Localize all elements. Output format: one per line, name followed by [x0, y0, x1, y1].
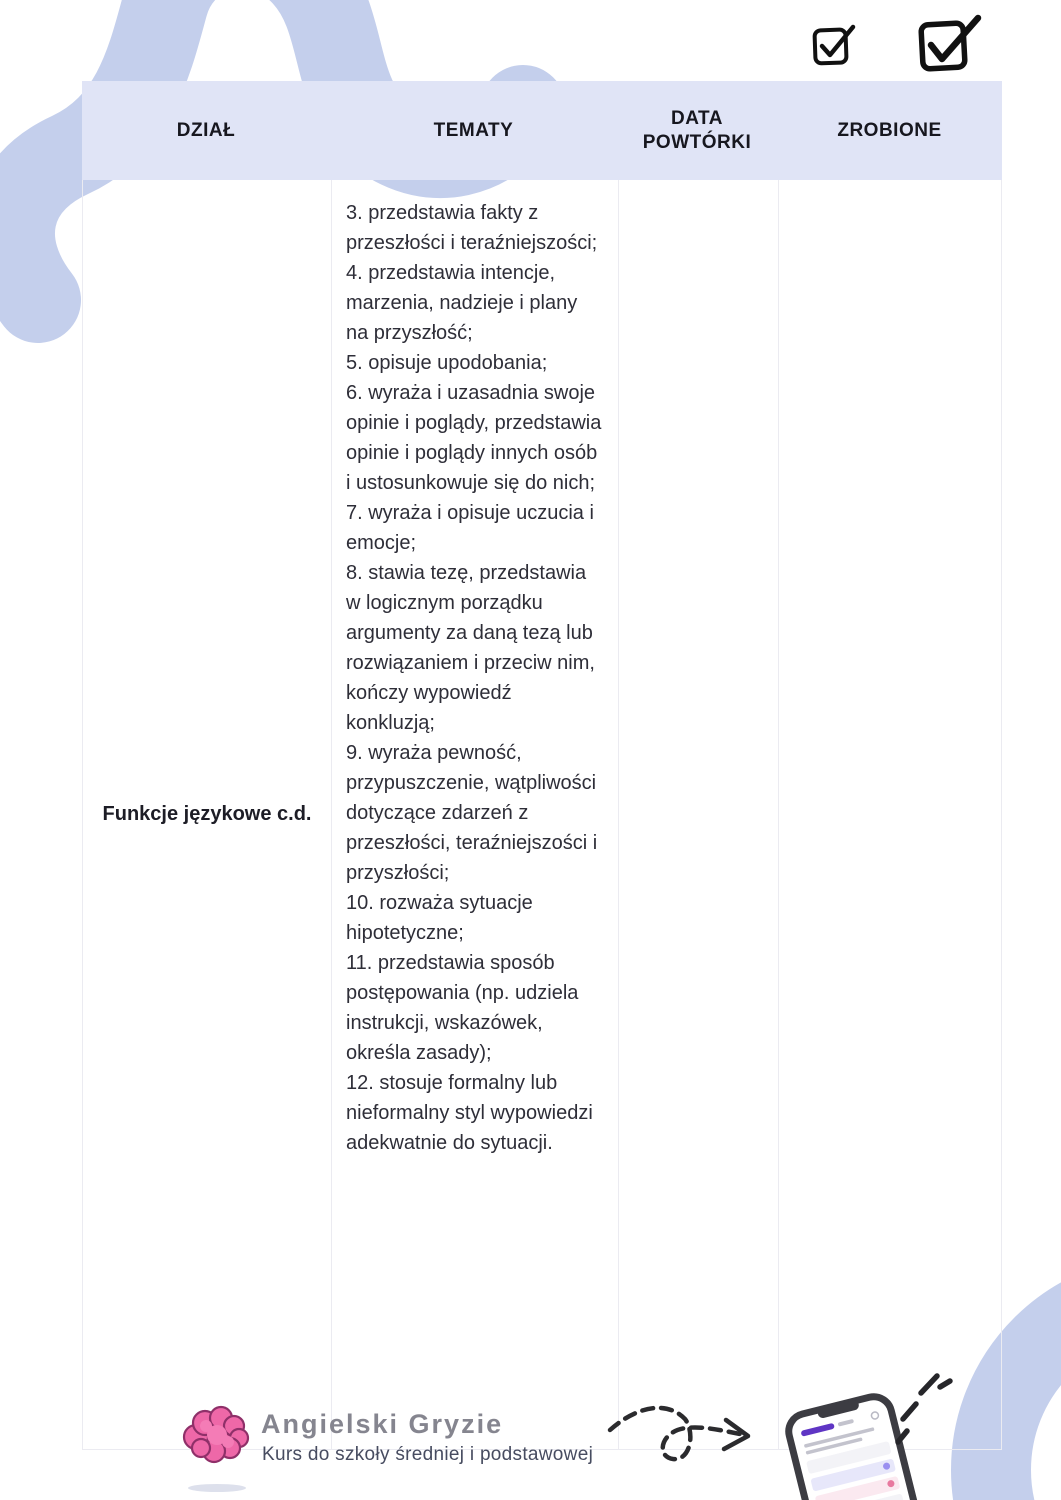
cell-tematy	[331, 180, 618, 1449]
dashed-arrow-icon	[598, 1393, 768, 1483]
tematy-item: 5. opisuje upodobania;	[346, 352, 548, 374]
emphasis-dashes	[880, 1362, 970, 1452]
column-header-zrobione: ZROBIONE	[837, 119, 942, 141]
tematy-item: 8. stawia tezę, przedstawia w logicznym porządku argumenty za daną tezą lub rozwiązaniem i przeciw nim, kończy wypowiedź konkluzją;	[346, 562, 595, 734]
table-header-row	[82, 81, 1002, 180]
column-header-data-powtorki: DATA POWTÓRKI	[642, 107, 752, 153]
tematy-item: 7. wyraża i opisuje uczucia i emocje;	[346, 502, 594, 554]
tematy-item: 12. stosuje formalny lub nieformalny styl wypowiedzi adekwatnie do sytuacji.	[346, 1072, 593, 1154]
brain-icon	[180, 1404, 250, 1476]
tematy-item: 9. wyraża pewność, przypuszczenie, wątpliwości dotyczące zdarzeń z przeszłości, teraźniejszości i przyszłości;	[346, 742, 598, 884]
brand-tagline: Kurs do szkoły średniej i podstawowej	[262, 1444, 594, 1465]
checkbox-checked-large-icon	[912, 10, 984, 80]
tematy-item: 10. rozważa sytuacje hipotetyczne;	[346, 892, 533, 944]
dzial-label: Funkcje językowe c.d.	[102, 803, 312, 825]
revision-table	[82, 81, 1002, 1450]
checkbox-checked-small-icon	[806, 20, 860, 72]
cell-dzial	[83, 180, 331, 1449]
tematy-item: 6. wyraża i uzasadnia swoje opinie i poglądy, przedstawia opinie i poglądy innych osób i ustosunkowuje się do nich;	[346, 382, 602, 494]
cell-zrobione	[778, 180, 1001, 1449]
table-row	[82, 180, 1002, 1450]
tematy-item: 3. przedstawia fakty z przeszłości i teraźniejszości;	[346, 202, 598, 254]
brain-shadow	[188, 1484, 246, 1492]
brand-name: Angielski Gryzie	[261, 1409, 504, 1439]
cell-data-powtorki	[618, 180, 778, 1449]
column-header-dzial: DZIAŁ	[176, 119, 236, 141]
tematy-item: 4. przedstawia intencje, marzenia, nadzieje i plany na przyszłość;	[346, 262, 578, 344]
column-header-tematy: TEMATY	[433, 119, 514, 141]
tematy-item: 11. przedstawia sposób postępowania (np. udziela instrukcji, wskazówek, określa zasady);	[346, 952, 579, 1064]
